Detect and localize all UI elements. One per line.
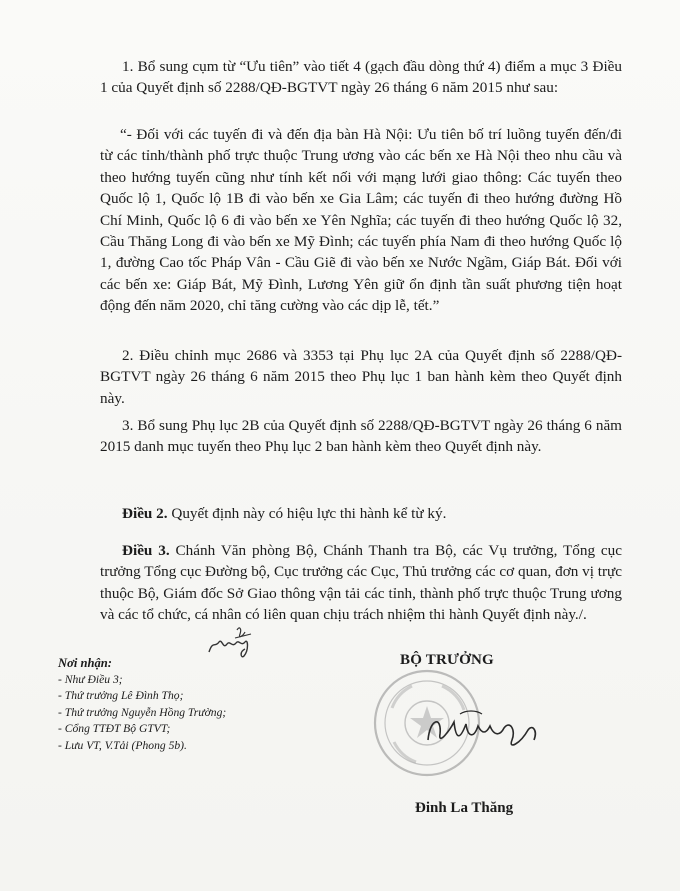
recipient-item: - Như Điều 3; — [58, 672, 123, 686]
recipient-item: - Lưu VT, V.Tải (Phong 5b). — [58, 738, 187, 752]
signer-name: Đinh La Thăng — [415, 800, 514, 816]
recipient-item: - Thứ trưởng Nguyễn Hồng Trường; — [58, 705, 227, 719]
article-2-body: Quyết định này có hiệu lực thi hành kể từ ký. — [167, 505, 447, 522]
article-2-text — [100, 503, 622, 524]
paragraph-2-text: 2. Điều chỉnh mục 2686 và 3353 tại Phụ lục 2A của Quyết định số 2288/QĐ-BGTVT ngày 26 tháng 6 năm 2015 theo Phụ lục 1 ban hành kèm theo Quyết định này. — [100, 347, 622, 407]
signer-title: BỘ TRƯỞNG — [400, 652, 494, 668]
article-3-text — [100, 540, 622, 626]
article-3 — [100, 540, 622, 626]
paragraph-3-text: 3. Bổ sung Phụ lục 2B của Quyết định số 2288/QĐ-BGTVT ngày 26 tháng 6 năm 2015 danh mục tuyến theo Phụ lục 2 ban hành kèm theo Quyết định này. — [100, 417, 622, 456]
recipients-title: Nơi nhận: — [58, 656, 113, 670]
recipients-block — [58, 655, 318, 755]
paragraph-1-quote — [100, 124, 622, 317]
signature-icon — [420, 700, 560, 760]
paragraph-3 — [100, 415, 622, 458]
article-2-lead: Điều 2. — [122, 505, 168, 522]
paragraph-2 — [100, 345, 622, 409]
article-2 — [100, 503, 622, 524]
recipient-item: - Cổng TTĐT Bộ GTVT; — [58, 722, 171, 736]
article-3-body: Chánh Văn phòng Bộ, Chánh Thanh tra Bộ, các Vụ trưởng, Tổng cục trưởng Tổng cục Đường bộ, Cục trưởng các Cục, Thủ trưởng các cơ quan, đơn vị trực thuộc Bộ, Giám đốc Sở Giao thông vận tải các tỉnh, thành phố trực thuộc Trung ương và các tổ chức, cá nhân có liên quan chịu trách nhiệm thi hành Quyết định này./. — [100, 542, 622, 624]
paragraph-1-text: 1. Bổ sung cụm từ “Ưu tiên” vào tiết 4 (gạch đầu dòng thứ 4) điểm a mục 3 Điều 1 của Quyết định số 2288/QĐ-BGTVT ngày 26 tháng 6 năm 2015 như sau: — [100, 58, 622, 97]
paragraph-1 — [100, 56, 622, 99]
paragraph-1-quote-text: “- Đối với các tuyến đi và đến địa bàn Hà Nội: Ưu tiên bố trí luồng tuyến đến/đi từ các tỉnh/thành phố trực thuộc Trung ương vào các bến xe Hà Nội theo nhu cầu và theo hướng tuyến cũng như tính kết nối với mạng lưới giao thông: Các tuyến theo Quốc lộ 1, Quốc lộ 1B đi vào bến xe Gia Lâm; các tuyến đi theo hướng đường Hồ Chí Minh, Quốc lộ 6 đi vào bến xe Yên Nghĩa; các tuyến đi theo hướng Quốc lộ 32, Cầu Thăng Long đi vào bến xe Mỹ Đình; các tuyến phía Nam đi theo hướng Quốc lộ 1, đường Cao tốc Pháp Vân - Cầu Giẽ đi vào bến xe Nước Ngầm, Giáp Bát. Đối với các bến xe: Giáp Bát, Mỹ Đình, Lương Yên giữ ổn định tần suất phương tiện hoạt động đến năm 2020, chỉ tăng cường vào các dịp lễ, tết.” — [100, 126, 622, 315]
recipient-item: - Thứ trưởng Lê Đình Thọ; — [58, 689, 184, 703]
article-3-lead: Điều 3. — [122, 542, 170, 559]
recipients-list — [58, 672, 318, 755]
